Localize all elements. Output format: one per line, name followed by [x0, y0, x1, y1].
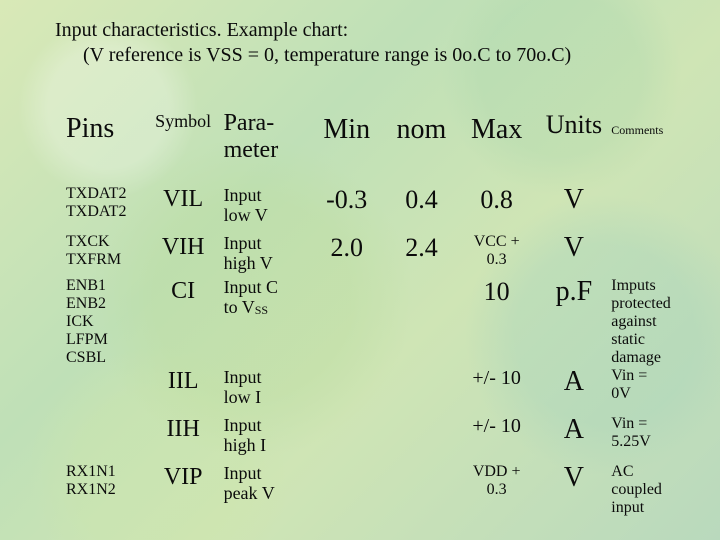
parameter-line: low V — [223, 205, 268, 225]
max-cell: 10 — [483, 277, 510, 306]
units-cell: V — [563, 184, 585, 215]
symbol-cell: VIH — [161, 234, 205, 260]
parameter-cell — [224, 415, 308, 463]
units-cell: A — [563, 366, 585, 397]
parameter-line: high V — [223, 253, 273, 273]
parameter-cell — [224, 185, 308, 233]
pin-name: ENB2 — [66, 295, 106, 312]
comments-cell — [611, 463, 682, 517]
min-cell — [307, 463, 386, 517]
comment-line: protected — [611, 295, 671, 312]
nom-cell: 2.4 — [405, 233, 438, 262]
table-row — [62, 185, 682, 233]
max-value-line-2: 0.3 — [486, 251, 507, 268]
comment-line: coupled — [611, 481, 662, 498]
symbol-cell: VIP — [163, 464, 203, 490]
pins-cell — [62, 367, 143, 415]
comment-line: input — [611, 499, 645, 516]
max-value: VDD + — [472, 463, 521, 480]
pins-cell — [62, 233, 143, 277]
min-cell — [307, 367, 386, 415]
comment-line: damage — [611, 349, 662, 366]
comment-line: AC — [611, 463, 634, 480]
table-row — [62, 415, 682, 463]
parameter-line: Input — [223, 463, 262, 483]
parameter-text: to V — [223, 297, 255, 317]
pins-cell — [62, 185, 143, 233]
parameter-line: Input — [223, 185, 262, 205]
max-cell: +/- 10 — [472, 415, 521, 437]
symbol-cell: VIL — [163, 186, 204, 212]
parameter-line: Input — [223, 367, 262, 387]
max-header: Max — [471, 114, 523, 145]
pins-cell — [62, 415, 143, 463]
nom-cell — [386, 415, 457, 463]
symbol-cell: IIL — [167, 368, 199, 394]
parameter-line: peak V — [223, 483, 275, 503]
pin-name: ICK — [66, 313, 94, 330]
comment-line: Vin = — [611, 367, 648, 384]
slide-header — [55, 18, 705, 68]
nom-cell: 0.4 — [405, 185, 438, 214]
parameter-header-line-2: meter — [223, 137, 279, 163]
units-cell: p.F — [555, 276, 593, 307]
comment-line: Vin = — [611, 415, 648, 432]
max-cell — [457, 463, 537, 517]
symbol-cell: CI — [171, 278, 196, 304]
min-cell — [307, 415, 386, 463]
comments-header: Comments — [611, 123, 664, 137]
max-value-line-2: 0.3 — [486, 481, 507, 498]
pin-name: TXDAT2 — [66, 203, 127, 220]
input-characteristics-table — [62, 105, 682, 517]
comments-cell — [611, 415, 682, 463]
comments-cell — [611, 233, 682, 277]
parameter-header-line-1: Para- — [223, 110, 275, 136]
pins-cell — [62, 463, 143, 517]
parameter-line: Input C — [223, 277, 279, 297]
nom-header: nom — [396, 114, 447, 145]
table-row — [62, 367, 682, 415]
max-cell: +/- 10 — [472, 367, 521, 389]
pin-name: TXFRM — [66, 251, 122, 268]
table-row — [62, 463, 682, 517]
nom-cell — [386, 463, 457, 517]
parameter-line: low I — [223, 387, 262, 407]
nom-cell — [386, 367, 457, 415]
comments-cell — [611, 185, 682, 233]
max-cell — [457, 233, 537, 277]
pin-name: CSBL — [66, 349, 107, 366]
comment-line: 0V — [611, 385, 631, 402]
table-header-row — [62, 105, 682, 185]
header-line-2: (V reference is VSS = 0, temperature range is 0o.C to 70o.C) — [83, 44, 572, 66]
comment-line: 5.25V — [611, 433, 651, 450]
parameter-line: high I — [223, 435, 267, 455]
table-row — [62, 233, 682, 277]
symbol-header: Symbol — [155, 111, 212, 131]
min-cell: -0.3 — [326, 185, 368, 214]
parameter-cell — [224, 463, 308, 517]
min-cell — [307, 277, 386, 367]
parameter-subscript: SS — [254, 303, 269, 317]
units-cell: V — [563, 232, 585, 263]
pin-name: RX1N1 — [66, 463, 116, 480]
nom-cell — [386, 277, 457, 367]
parameter-cell — [224, 367, 308, 415]
comment-line: Imputs — [611, 277, 656, 294]
units-cell: V — [563, 462, 585, 493]
comments-cell — [611, 277, 682, 367]
pin-name: RX1N2 — [66, 481, 116, 498]
parameter-line: Input — [223, 233, 262, 253]
min-header: Min — [323, 114, 371, 145]
comment-line: against — [611, 313, 657, 330]
parameter-line — [224, 297, 308, 320]
header-line-1: Input characteristics. Example chart: — [55, 19, 349, 41]
table-row — [62, 277, 682, 367]
symbol-cell: IIH — [166, 416, 200, 442]
parameter-cell — [224, 277, 308, 367]
comments-cell — [611, 367, 682, 415]
pin-name: TXCK — [66, 233, 110, 250]
comment-line: static — [611, 331, 646, 348]
max-cell: 0.8 — [480, 185, 513, 214]
min-cell: 2.0 — [330, 233, 363, 262]
units-header: Units — [545, 110, 603, 139]
pins-cell — [62, 277, 143, 367]
parameter-line: Input — [223, 415, 262, 435]
max-value: VCC + — [473, 233, 520, 250]
units-cell: A — [563, 414, 585, 445]
parameter-cell — [224, 233, 308, 277]
pin-name: ENB1 — [66, 277, 106, 294]
pin-name: TXDAT2 — [66, 185, 127, 202]
pins-header: Pins — [66, 113, 115, 144]
pin-name: LFPM — [66, 331, 108, 348]
parameter-header — [224, 105, 308, 185]
